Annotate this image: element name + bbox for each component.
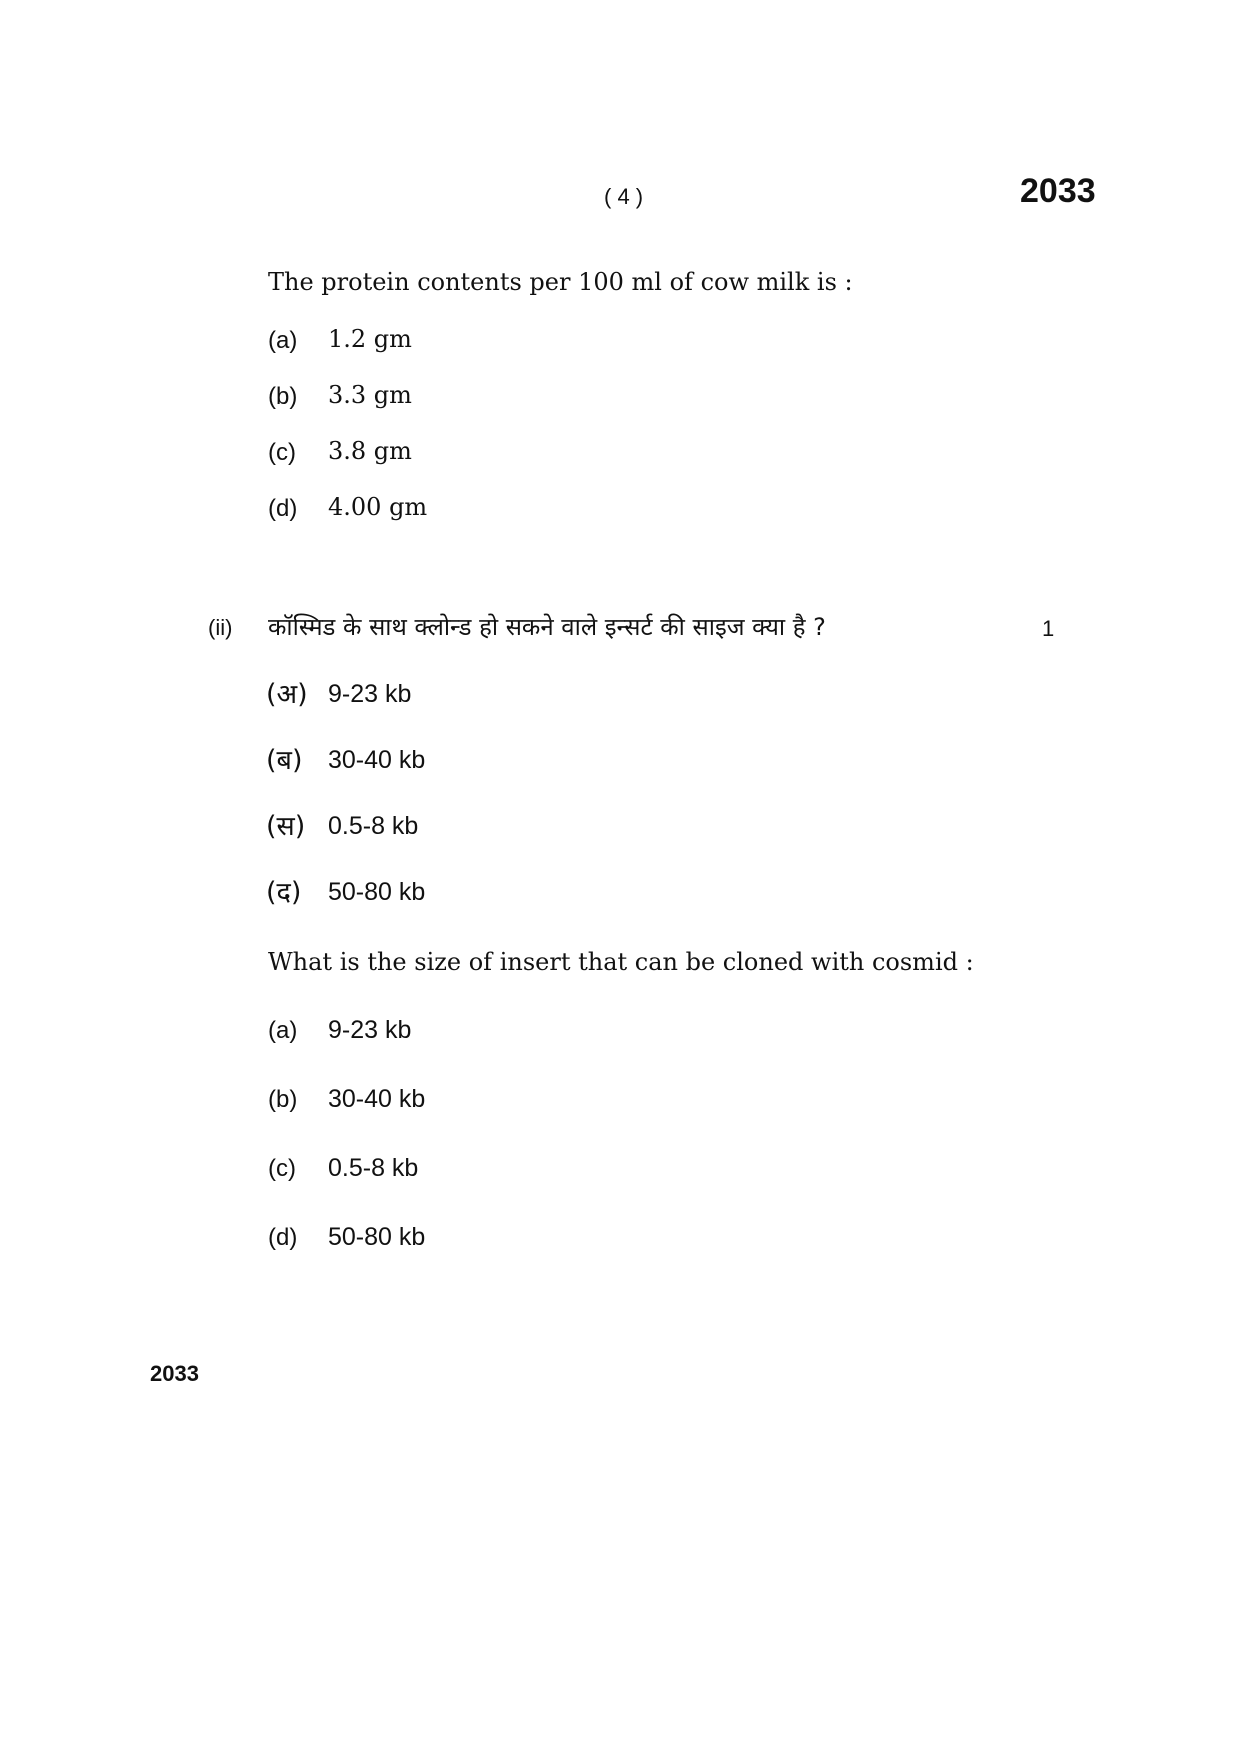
option-label: (स)	[266, 811, 306, 842]
option-value: 0.5-8 kb	[328, 1154, 419, 1182]
option-value: 3.8 gm	[328, 437, 412, 465]
option-label: (ब)	[266, 745, 303, 776]
option-label: (d)	[268, 1224, 298, 1251]
question-i-stem-english: The protein contents per 100 ml of cow milk is :	[268, 268, 853, 296]
option-value: 9-23 kb	[328, 1016, 412, 1044]
option-value: 50-80 kb	[328, 878, 426, 906]
option-value: 1.2 gm	[328, 325, 412, 353]
option-value: 30-40 kb	[328, 746, 426, 774]
question-ii-stem-english: What is the size of insert that can be cloned with cosmid :	[268, 948, 974, 976]
option-label: (अ)	[266, 679, 308, 710]
option-label: (c)	[268, 439, 296, 466]
option-value: 3.3 gm	[328, 381, 412, 409]
option-value: 0.5-8 kb	[328, 812, 419, 840]
option-label: (द)	[266, 877, 302, 908]
question-number: (ii)	[208, 615, 233, 640]
option-label: (c)	[268, 1155, 296, 1182]
option-label: (b)	[268, 1086, 298, 1113]
option-value: 50-80 kb	[328, 1223, 426, 1251]
option-label: (a)	[268, 1017, 298, 1044]
option-label: (a)	[268, 327, 298, 354]
option-value: 4.00 gm	[328, 493, 428, 521]
option-value: 30-40 kb	[328, 1085, 426, 1113]
question-marks: 1	[1042, 616, 1055, 641]
option-label: (b)	[268, 383, 298, 410]
question-ii-stem-hindi: कॉस्मिड के साथ क्लोन्ड हो सकने वाले इन्सर्ट की साइज क्या है ?	[268, 613, 826, 641]
paper-code-header: 2033	[1020, 172, 1096, 210]
option-value: 9-23 kb	[328, 680, 412, 708]
option-label: (d)	[268, 495, 298, 522]
page-number: ( 4 )	[604, 184, 644, 209]
paper-code-footer: 2033	[150, 1361, 199, 1386]
